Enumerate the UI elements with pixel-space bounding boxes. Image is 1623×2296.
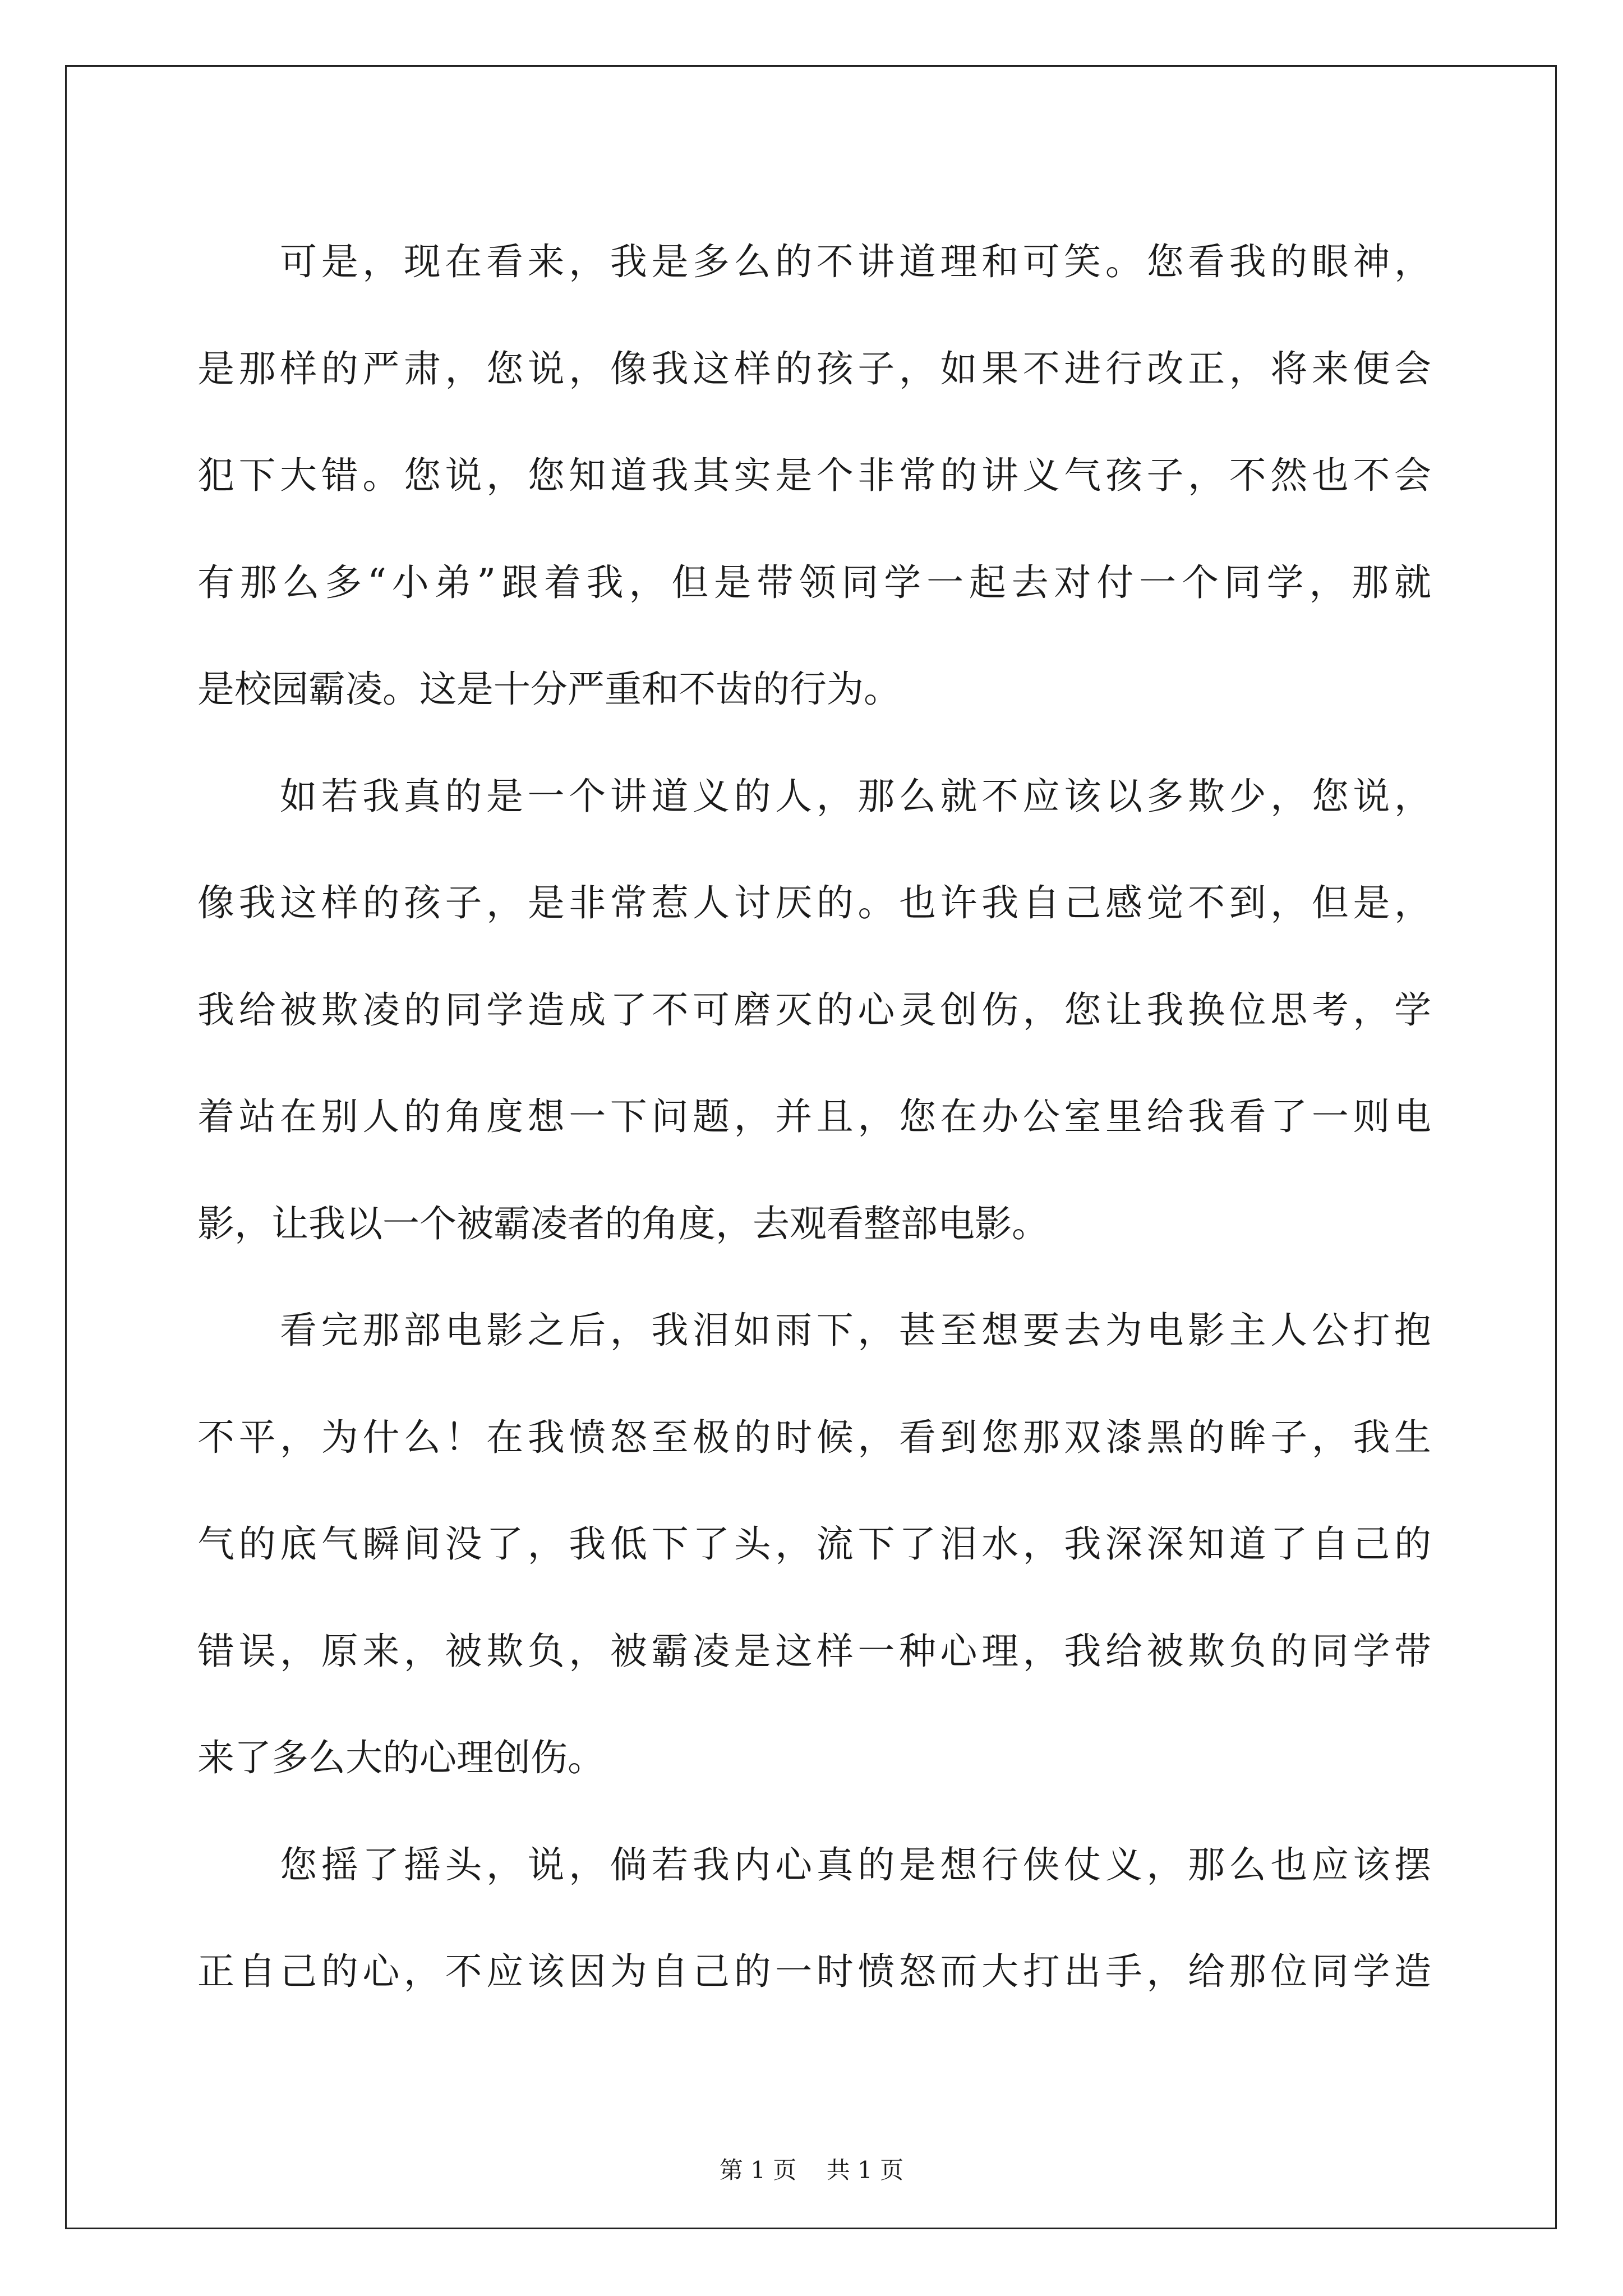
- paragraph-1-line-4: 有那么多“小弟”跟着我，但是带领同学一起去对付一个同学，那就: [197, 560, 1431, 604]
- paragraph-3-line-5: 来了多么大的心理创伤。: [197, 1736, 605, 1779]
- paragraph-3-line-2: 不平，为什么！在我愤怒至极的时候，看到您那双漆黑的眸子，我生: [197, 1415, 1431, 1459]
- document-body: [197, 209, 1431, 2026]
- paragraph-1-line-1: 可是，现在看来，我是多么的不讲道理和可笑。您看我的眼神，: [280, 240, 1431, 283]
- paragraph-2-line-3: 我给被欺凌的同学造成了不可磨灭的心灵创伤，您让我换位思考，学: [197, 988, 1431, 1032]
- paragraph-4-line-2: 正自己的心，不应该因为自己的一时愤怒而大打出手，给那位同学造: [197, 1950, 1431, 1993]
- paragraph-2-line-5: 影，让我以一个被霸凌者的角度，去观看整部电影。: [197, 1202, 1049, 1245]
- paragraph-1-line-3: 犯下大错。您说，您知道我其实是个非常的讲义气孩子，不然也不会: [197, 454, 1431, 497]
- paragraph-3-line-3: 气的底气瞬间没了，我低下了头，流下了泪水，我深深知道了自己的: [197, 1522, 1431, 1566]
- paragraph-2-line-4: 着站在别人的角度想一下问题，并且，您在办公室里给我看了一则电: [197, 1095, 1431, 1138]
- paragraph-2-line-1: 如若我真的是一个讲道义的人，那么就不应该以多欺少，您说，: [280, 774, 1431, 818]
- paragraph-1-line-2: 是那样的严肃，您说，像我这样的孩子，如果不进行改正，将来便会: [197, 347, 1431, 390]
- paragraph-4-line-1: 您摇了摇头，说，倘若我内心真的是想行侠仗义，那么也应该摆: [280, 1843, 1431, 1887]
- paragraph-2-line-2: 像我这样的孩子，是非常惹人讨厌的。也许我自己感觉不到，但是，: [197, 881, 1431, 924]
- paragraph-3-line-4: 错误，原来，被欺负，被霸凌是这样一种心理，我给被欺负的同学带: [197, 1629, 1431, 1673]
- paragraph-1-line-5: 是校园霸凌。这是十分严重和不齿的行为。: [197, 668, 901, 711]
- paragraph-3-line-1: 看完那部电影之后，我泪如雨下，甚至想要去为电影主人公打抱: [280, 1309, 1431, 1352]
- page-number-footer: 第 1 页 共 1 页: [719, 2156, 904, 2184]
